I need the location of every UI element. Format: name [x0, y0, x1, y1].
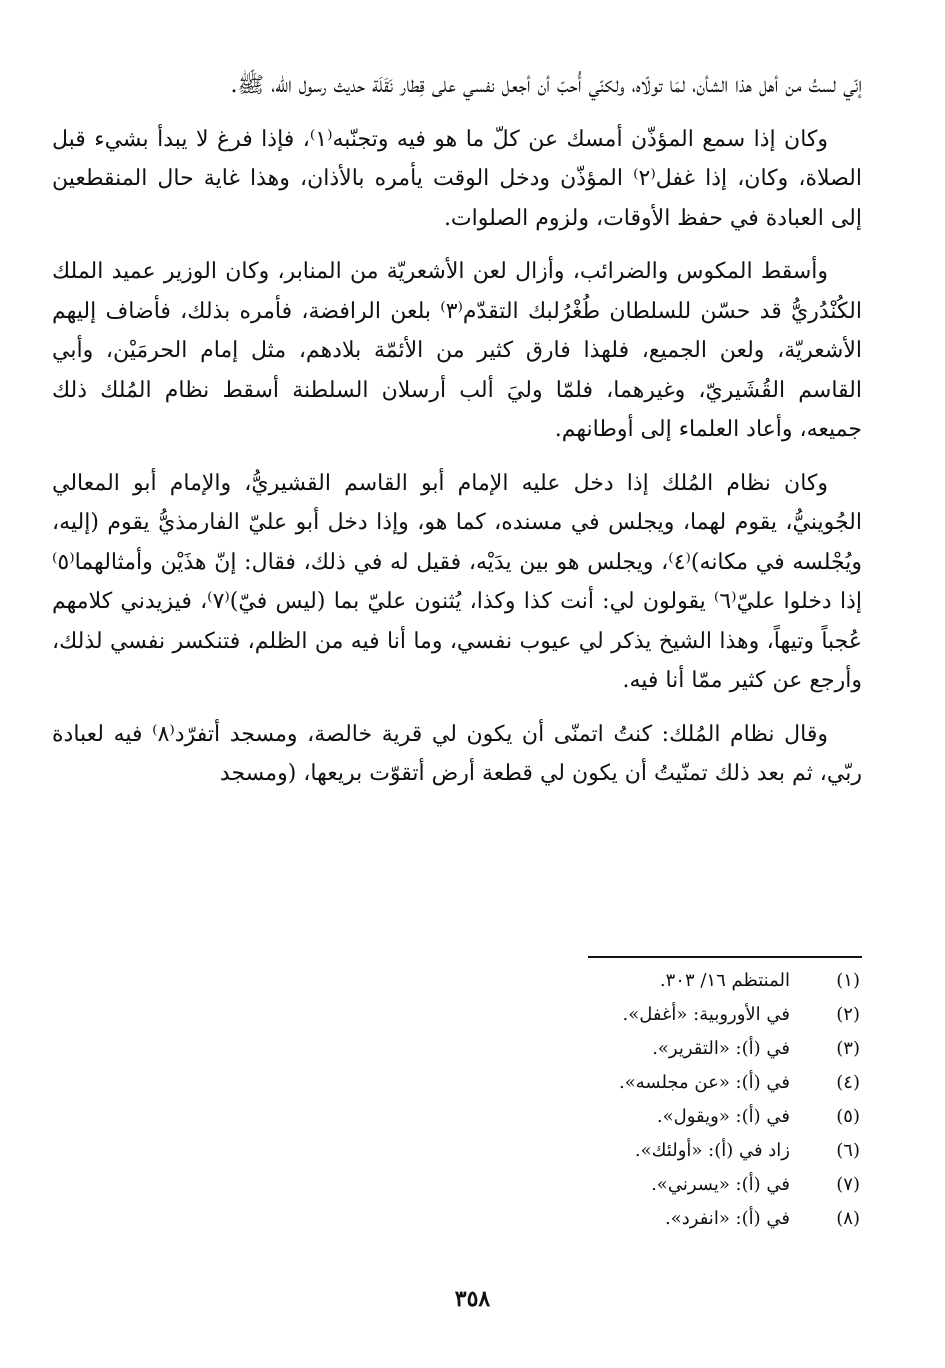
footnote-text: في (أ): «يسرني».	[651, 1174, 790, 1195]
footnote-number: (٦)	[836, 1140, 860, 1161]
footnote-item	[420, 1106, 860, 1140]
footnote-text: في (أ): «عن مجلسه».	[619, 1072, 790, 1093]
footnote-text: في الأوروبية: «أغفل».	[622, 1004, 790, 1025]
footnote-number: (٣)	[836, 1038, 860, 1059]
footnotes	[420, 970, 860, 1242]
footnote-text: في (أ): «التقرير».	[652, 1038, 790, 1059]
footnote-number: (٨)	[836, 1208, 860, 1229]
footnote-number: (٥)	[836, 1106, 860, 1127]
paragraph-2: وكان إذا سمع المؤذّن أمسك عن كلّ ما هو فيه وتجنّبه⁽١⁾، فإذا فرغ لا يبدأ بشيء قبل الصلاة، وكان، إذا غفل⁽٢⁾ المؤذّن ودخل الوقت يأمره بالأذان، وهذا غاية حال المنقطعين إلى العبادة في حفظ الأوقات، ولزوم الصلوات.	[52, 126, 862, 231]
main-text	[52, 66, 862, 808]
footnote-item	[420, 1140, 860, 1174]
footnote-number: (٢)	[836, 1004, 860, 1025]
footnote-number: (٤)	[836, 1072, 860, 1093]
paragraph-4: وكان نظام المُلك إذا دخل عليه الإمام أبو القاسم القشيريُّ، والإمام أبو المعالي الجُوينيُّ، يقوم لهما، ويجلس في مسنده، كما هو، وإذا دخل أبو عليّ الفارمذيُّ يقوم (إليه، ويُجْلسه في مكانه)⁽٤⁾، ويجلس هو بين يدَيْه، فقيل له في ذلك، فقال: إنّ هذَيْن وأمثالهما⁽٥⁾ إذا دخلوا عليّ⁽٦⁾ يقولون لي: أنت كذا وكذا، يُثنون عليّ بما (ليس فيّ)⁽٧⁾، فيزيدني كلامهم عُجباً وتيهاً، وهذا الشيخ يذكر لي عيوب نفسي، وما أنا فيه من الظلم، فتنكسر نفسي لذلك، وأرجع عن كثير ممّا أنا فيه.	[52, 470, 862, 693]
paragraph-3: وأسقط المكوس والضرائب، وأزال لعن الأشعريّة من المنابر، وكان الوزير عميد الملك الكُنْدُريُّ قد حسّن للسلطان طُغْرُلبك التقدّم⁽٣⁾ بلعن الرافضة، فأمره بذلك، فأضاف إليهم الأشعريّة، ولعن الجميع، فلهذا فارق كثير من الأئمّة بلادهم، مثل إمام الحرمَيْن، وأبي القاسم القُشَيريّ، وغيرهما، فلمّا وليَ ألب أرسلان السلطنة أسقط نظام المُلك ذلك جميعه، وأعاد العلماء إلى أوطانهم.	[52, 259, 863, 442]
footnote-item	[420, 1004, 860, 1038]
footnote-item	[420, 1174, 860, 1208]
footnote-number: (٧)	[836, 1174, 860, 1195]
footnote-text: في (أ): «ويقول».	[656, 1106, 790, 1127]
footnote-item	[420, 1208, 860, 1242]
footnote-item	[420, 1038, 860, 1072]
footnote-item	[420, 970, 860, 1004]
footnote-number: (١)	[836, 970, 860, 991]
footnote-item	[420, 1072, 860, 1106]
footnote-text: زاد في (أ): «أولئك».	[634, 1140, 790, 1161]
paragraph-5: وقال نظام المُلك: كنتُ اتمنّى أن يكون لي قرية خالصة، ومسجد أتفرّد⁽٨⁾ فيه لعبادة ربّي، ثم بعد ذلك تمنّيتُ أن يكون لي قطعة أرض أتقوّت بريعها، (ومسجد	[52, 721, 862, 786]
paragraph-1: إنّي لستُ من أهل هذا الشأن، لمَا تولّاه، ولكنّي أُحبّ أن أجعل نفسي على قِطار نَقَلَة حديث رسول الله، ﷺ.	[230, 73, 862, 98]
footnote-text: في (أ): «انفرد».	[665, 1208, 790, 1229]
footnote-text: المنتظم ١٦/ ٣٠٣.	[659, 970, 790, 991]
page-number: ٣٥٨	[454, 1286, 491, 1312]
footnote-separator	[588, 956, 862, 958]
